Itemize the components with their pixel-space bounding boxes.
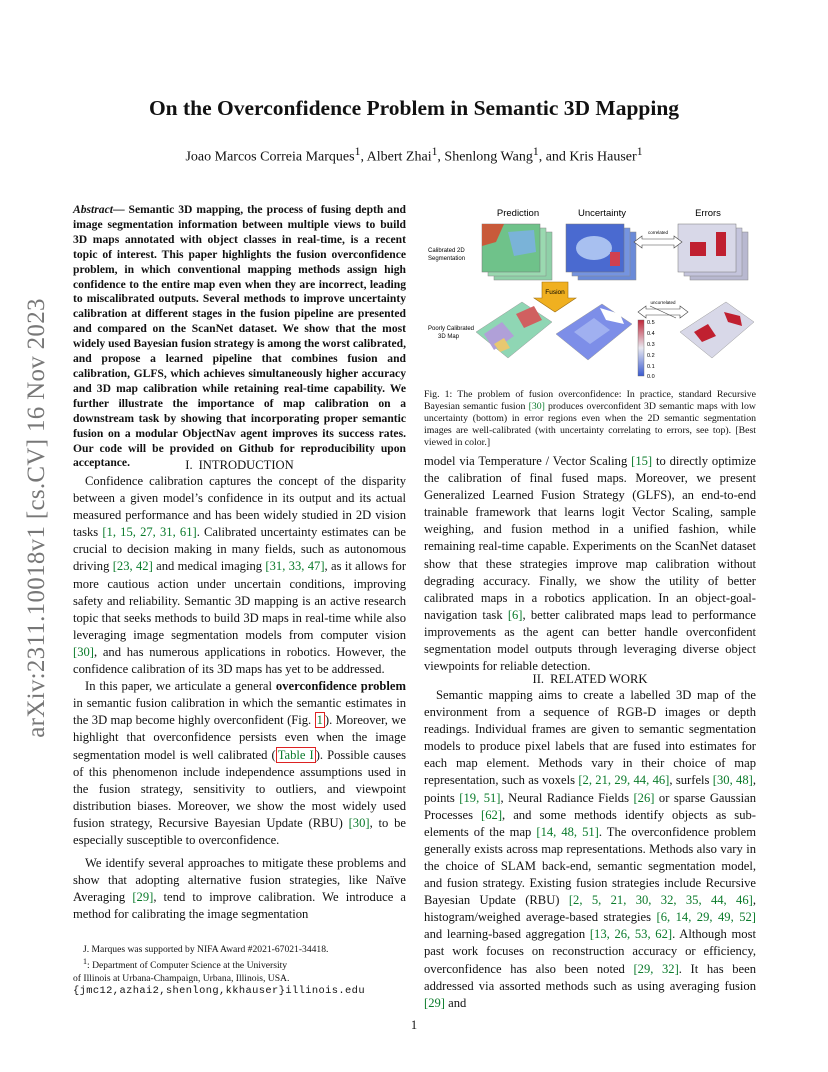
svg-text:Poorly Calibrated: Poorly Calibrated — [428, 326, 475, 332]
uncorrelated-arrow — [638, 300, 688, 318]
citation-link[interactable]: [1, 15, 27, 31, 61] — [102, 525, 197, 540]
citation-link[interactable]: [30] — [528, 400, 545, 412]
map-uncertainty-render — [556, 304, 632, 360]
introduction-section — [73, 458, 406, 923]
svg-text:0.2: 0.2 — [647, 353, 655, 359]
svg-text:0.4: 0.4 — [647, 331, 655, 337]
uncertainty-stack — [566, 224, 636, 280]
svg-text:0.0: 0.0 — [647, 374, 655, 380]
affil-mark: 1 — [636, 145, 643, 158]
svg-text:Fusion: Fusion — [545, 289, 565, 296]
citation-link[interactable]: [23, 42] — [112, 559, 153, 574]
citation-link[interactable]: [6] — [507, 607, 523, 622]
citation-link[interactable]: [29] — [424, 995, 445, 1010]
map-prediction-render — [476, 302, 552, 358]
citation-link[interactable]: [19, 51] — [459, 790, 501, 805]
arxiv-stamp: arXiv:2311.10018v1 [cs.CV] 16 Nov 2023 — [23, 298, 50, 738]
page-number: 1 — [410, 1018, 418, 1032]
errors-stack — [678, 224, 748, 280]
citation-link[interactable]: [2, 5, 21, 30, 32, 35, 44, 46] — [568, 893, 753, 908]
fusion-arrow — [534, 282, 576, 312]
fig-col-uncertainty: Uncertainty — [577, 208, 627, 219]
fig-col-errors: Errors — [695, 208, 721, 219]
table-link[interactable]: Table I — [277, 747, 314, 762]
citation-link[interactable]: [13, 26, 53, 62] — [589, 927, 673, 942]
svg-text:3D Map: 3D Map — [438, 334, 460, 340]
figure-1-caption: Fig. 1: The problem of fusion overconfidence: In practice, standard Recursive Bayesian semantic fusion [30] produces overconfident 3D semantic maps with low uncertainty (bottom) in error regions even when the 2D semantic segmentation images are well-calibrated (with uncertainty correlating to errors, see top). [Best viewed in color.] — [424, 389, 757, 448]
citation-link[interactable]: [2, 21, 29, 44, 46] — [578, 773, 670, 788]
svg-text:0.1: 0.1 — [647, 364, 655, 370]
email-address: {jmc12,azhai2,shenlong,kkhauser}illinois.edu — [73, 985, 365, 998]
affil-mark: 1 — [431, 145, 438, 158]
figure-1 — [424, 202, 756, 384]
citation-link[interactable]: [6, 14, 29, 49, 52] — [656, 910, 756, 925]
abstract: Abstract— Semantic 3D mapping, the process of fusing depth and image segmentation information between multiple views to build 3D maps annotated with object classes in real-time, is a recent topic of interest. This paper highlights the fusion overconfidence problem, in which conventional mapping methods assign high confidence to the entire map even when they are incorrect, leading to miscalibrated outputs. Several methods to improve uncertainty calibration at different stages in the fusion pipeline are presented and compared on the ScanNet dataset. We show that the most widely used Bayesian fusion strategy is among the worst calibrated, and propose a learned pipeline that combines fusion and calibration, GLFS, which achieves simultaneously higher accuracy and 3D map calibration while retaining real-time capability. We further illustrate the importance of map calibration on a downstream task by showing that incorporating proper semantic fusion on a modular ObjectNav agent improves its success rates. Our code will be provided on Github for reproducibility upon acceptance. — [73, 203, 407, 470]
uncertainty-colorbar — [638, 320, 655, 380]
affil-mark: 1 — [354, 145, 361, 158]
abstract-label: Abstract — [73, 203, 113, 216]
section-heading: II. RELATED WORK — [532, 672, 648, 686]
intro-continued — [424, 453, 756, 675]
intro-paragraph-2: In this paper, we articulate a general overconfidence problem in semantic fusion calibration in which the semantic estimates in the 3D map become highly overconfident (Fig. 1 ). Moreover, we highlight that overconfidence persists even when the image segmentation model is well calibrated ( Table I ). Possible causes of this phenomenon include independence assumptions used in the fusion strategy, sensitivity to outliers, and viewpoint distribution biases. Moreover, we show the most widely used fusion strategy, Recursive Bayesian Update (RBU) [30], to be especially susceptible to overconfidence. — [73, 679, 407, 847]
intro-paragraph-1: Confidence calibration captures the concept of the disparity between a given model’s confidence in its output and its actual measured performance and has been widely studied in 2D vision tasks [1, 15, 27, 31, 61]. Calibrated uncertainty estimates can be crucial to decision making in many fields, such as autonomous driving [23, 42] and medical imaging [31, 33, 47], as it allows for more cautious action under uncertain conditions, improving safety and reliability. Semantic 3D mapping is an active research topic that seeks methods to build 3D maps in real-time while also leveraging image segmentation models from computer vision [30], and has numerous applications in robotics. However, the confidence calibration of its 3D maps has yet to be addressed. — [73, 474, 407, 677]
correlated-arrow — [634, 230, 682, 248]
figure-link[interactable]: 1 — [316, 713, 323, 728]
svg-text:Segmentation: Segmentation — [428, 256, 466, 262]
svg-text:correlated: correlated — [647, 230, 669, 235]
citation-link[interactable]: [15] — [631, 454, 653, 468]
paper-title: On the Overconfidence Problem in Semantic 3D Mapping — [148, 96, 680, 120]
citation-link[interactable]: [30] — [348, 815, 370, 830]
prediction-stack — [482, 224, 552, 280]
related-work-section — [424, 672, 756, 1012]
svg-text:0.3: 0.3 — [647, 342, 655, 348]
citation-link[interactable]: [14, 48, 51] — [536, 824, 599, 839]
citation-link[interactable]: [62] — [481, 807, 503, 822]
svg-text:uncorrelated: uncorrelated — [650, 300, 676, 305]
intro-paragraph-3: We identify several approaches to mitigate these problems and show that adopting alternative fusion strategies, like Naïve Averaging [29], tend to improve calibration. We introduce a method for calibrating the image segmentation — [73, 856, 406, 922]
intro-paragraph-4: model via Temperature / Vector Scaling [15] to directly optimize the calibration of final fused maps. Moreover, we present Generalized Learned Fusion Strategy (GLFS), an end-to-end trainable framework that learns logit Vector Scaling, sample weighing, and fusion method in a unified fashion, while remaining real-time capable. Experiments on the ScanNet dataset show that these strategies improve map calibration without degrading accuracy. Finally, we show the utility of better calibrated maps in a robotics application. In an object-goal-navigation task [6], better calibrated maps lead to performance improvements as the agent can better handle overconfident segmentation model outputs through leveraging diverse object viewpoints for reliable detection. — [424, 454, 756, 674]
citation-link[interactable]: [29] — [132, 890, 154, 905]
citation-link[interactable]: [29, 32] — [633, 961, 679, 976]
author-list: Joao Marcos Correia Marques$^1$, Albert Zhai$^1$, Shenlong Wang$^1$, and Kris Hauser$^1$ — [185, 145, 643, 165]
svg-text:0.5: 0.5 — [647, 320, 655, 326]
affil-mark: 1 — [532, 145, 539, 158]
section-heading: I. INTRODUCTION — [185, 458, 294, 472]
abstract-text: Semantic 3D mapping, the process of fusing depth and image segmentation information between multiple views to build 3D maps annotated with object classes in real-time, is a recent topic of interest. This paper highlights the fusion overconfidence problem, in which conventional mapping methods assign high confidence to the entire map even when they are incorrect, leading to miscalibrated outputs. Several methods to improve uncertainty calibration at different stages in the fusion pipeline are presented and compared on the ScanNet dataset. We show that the most widely used Bayesian fusion strategy is among the worst calibrated, and propose a learned pipeline that combines fusion and calibration, GLFS, which achieves simultaneously higher accuracy and 3D map calibration while retaining real-time capability. We further illustrate the importance of map calibration on a downstream task by showing that incorporating proper semantic fusion on a modular ObjectNav agent improves its success rates. Our code will be provided on Github for reproducibility upon acceptance. — [73, 203, 407, 470]
figure-1-graphic — [424, 202, 756, 384]
citation-link[interactable]: [31, 33, 47] — [265, 559, 325, 574]
fig-col-prediction: Prediction — [496, 208, 540, 219]
footnote: J. Marques was supported by NIFA Award #2021-67021-34418. $^1$: Department of Computer Science at the University of Illinois at Urbana-Champaign, Urbana, Illinois, USA. {jmc12,azhai2,shenlong,kkhauser}illinois.edu — [73, 944, 406, 997]
map-errors-render — [680, 302, 754, 358]
citation-link[interactable]: [26] — [633, 790, 655, 805]
citation-link[interactable]: [30] — [73, 644, 94, 659]
svg-text:Calibrated 2D: Calibrated 2D — [428, 248, 465, 254]
citation-link[interactable]: [30, 48] — [712, 773, 753, 788]
related-paragraph: Semantic mapping aims to create a labelled 3D map of the environment from a sequence of RGB-D images or depth readings. Individual frames are given to semantic segmentation models to produce pixel labels that are fused into estimates for each map element. Methods vary in their choice of map representation, such as voxels [2, 21, 29, 44, 46], surfels [30, 48], points [19, 51], Neural Radiance Fields [26] or sparse Gaussian Processes [62], and some methods identify objects as sub-elements of the map [14, 48, 51]. The overconfidence problem generally exists across map representations. Methods also vary in the choice of SLAM back-end, semantic segmentation model, and fusion strategy. Existing fusion strategies include Recursive Bayesian Update (RBU) [2, 5, 21, 30, 32, 35, 44, 46], histogram/weighed average-based strategies [6, 14, 29, 49, 52] and learning-based aggregation [13, 26, 53, 62]. Although most past work focuses on reconstruction accuracy or efficiency, overconfidence has also been noted [29, 32]. It has been addressed via assorted methods such as using averaging fusion [29] and — [424, 688, 757, 1010]
